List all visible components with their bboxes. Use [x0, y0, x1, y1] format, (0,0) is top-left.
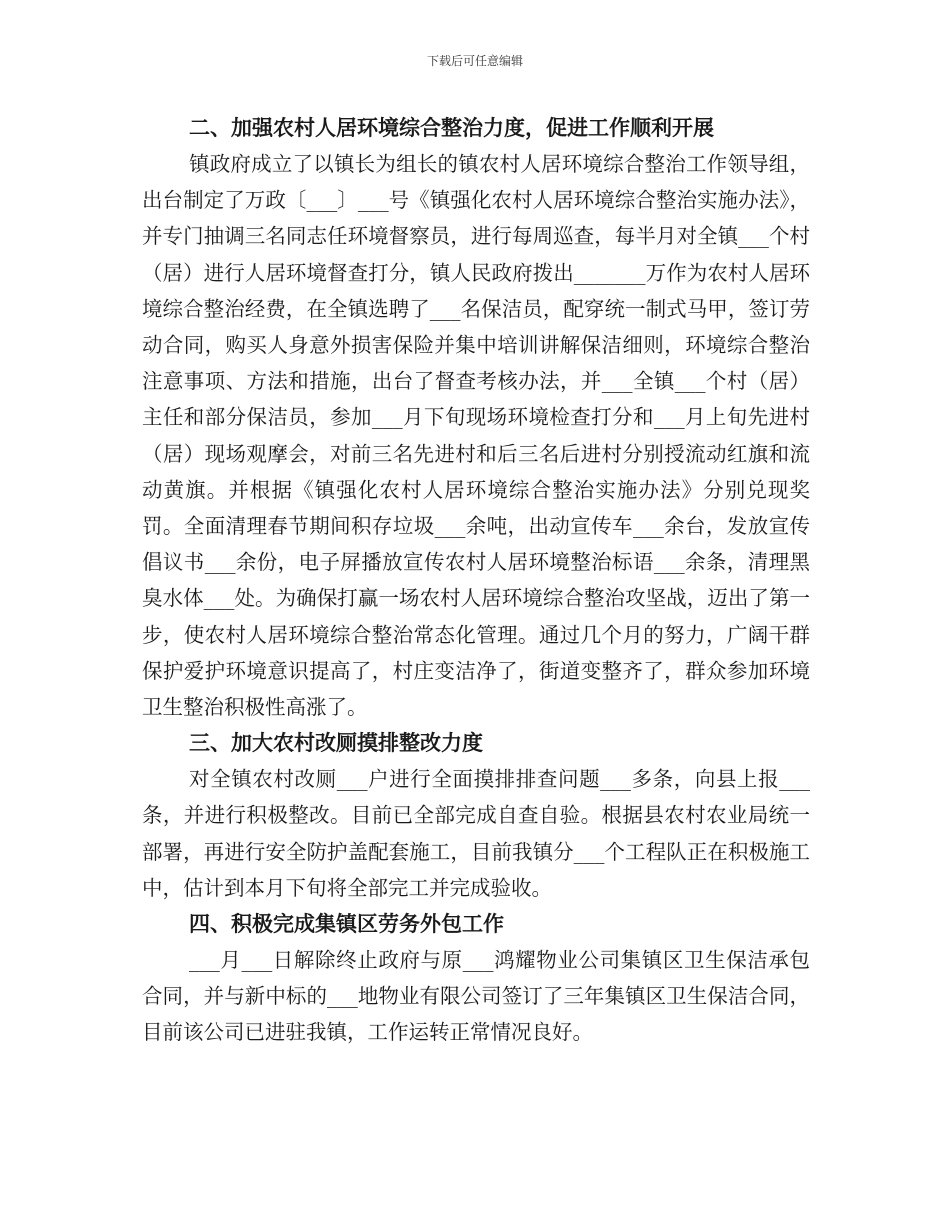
section-2 [142, 110, 810, 725]
document-body [142, 110, 810, 1051]
section-paragraph: 对全镇农村改厕___户进行全面摸排排查问题___多条，向县上报___条，并进行积极整改。目前已全部完成自查自验。根据县农村农业局统一部署，再进行安全防护盖配套施工，目前我镇分___个工程队正在积极施工中，估计到本月下旬将全部完工并完成验收。 [142, 767, 810, 900]
section-paragraph: ___月___日解除终止政府与原___鸿耀物业公司集镇区卫生保洁承包合同，并与新中标的___地物业有限公司签订了三年集镇区卫生保洁合同，目前该公司已进驻我镇，工作运转正常情况良好。 [142, 948, 810, 1045]
section-heading: 二、加强农村人居环境综合整治力度，促进工作顺利开展 [189, 115, 714, 140]
section-4 [142, 906, 810, 1051]
section-heading: 三、加大农村改厕摸排整改力度 [189, 730, 483, 756]
header-note: 下载后可任意编辑 [426, 54, 523, 68]
section-3 [142, 725, 810, 906]
section-heading: 四、积极完成集镇区劳务外包工作 [189, 911, 504, 937]
section-paragraph: 镇政府成立了以镇长为组长的镇农村人居环境综合整治工作领导组，出台制定了万政〔___〕___号《镇强化农村人居环境综合整治实施办法》，并专门抽调三名同志任环境督察员，进行每周巡查，每半月对全镇___个村（居）进行人居环境督查打分，镇人民政府拨出_______万作为农村人居环境综合整治经费，在全镇选聘了___名保洁员，配穿统一制式马甲，签订劳动合同，购买人身意外损害保险并集中培训讲解保洁细则，环境综合整治注意事项、方法和措施，出台了督查考核办法，并___全镇___个村（居）主任和部分保洁员，参加___月下旬现场环境检查打分和___月上旬先进村（居）现场观摩会，对前三名先进村和后三名后进村分别授流动红旗和流动黄旗。并根据《镇强化农村人居环境综合整治实施办法》分别兑现奖罚。全面清理春节期间积存垃圾___余吨，出动宣传车___余台，发放宣传倡议书___余份，电子屏播放宣传农村人居环境整治标语___余条，清理黑臭水体___处。为确保打赢一场农村人居环境综合整治攻坚战，迈出了第一步，使农村人居环境综合整治常态化管理。通过几个月的努力，广阔干群保护爱护环境意识提高了，村庄变洁净了，街道变整齐了，群众参加环境卫生整治积极性高涨了。 [142, 152, 810, 720]
